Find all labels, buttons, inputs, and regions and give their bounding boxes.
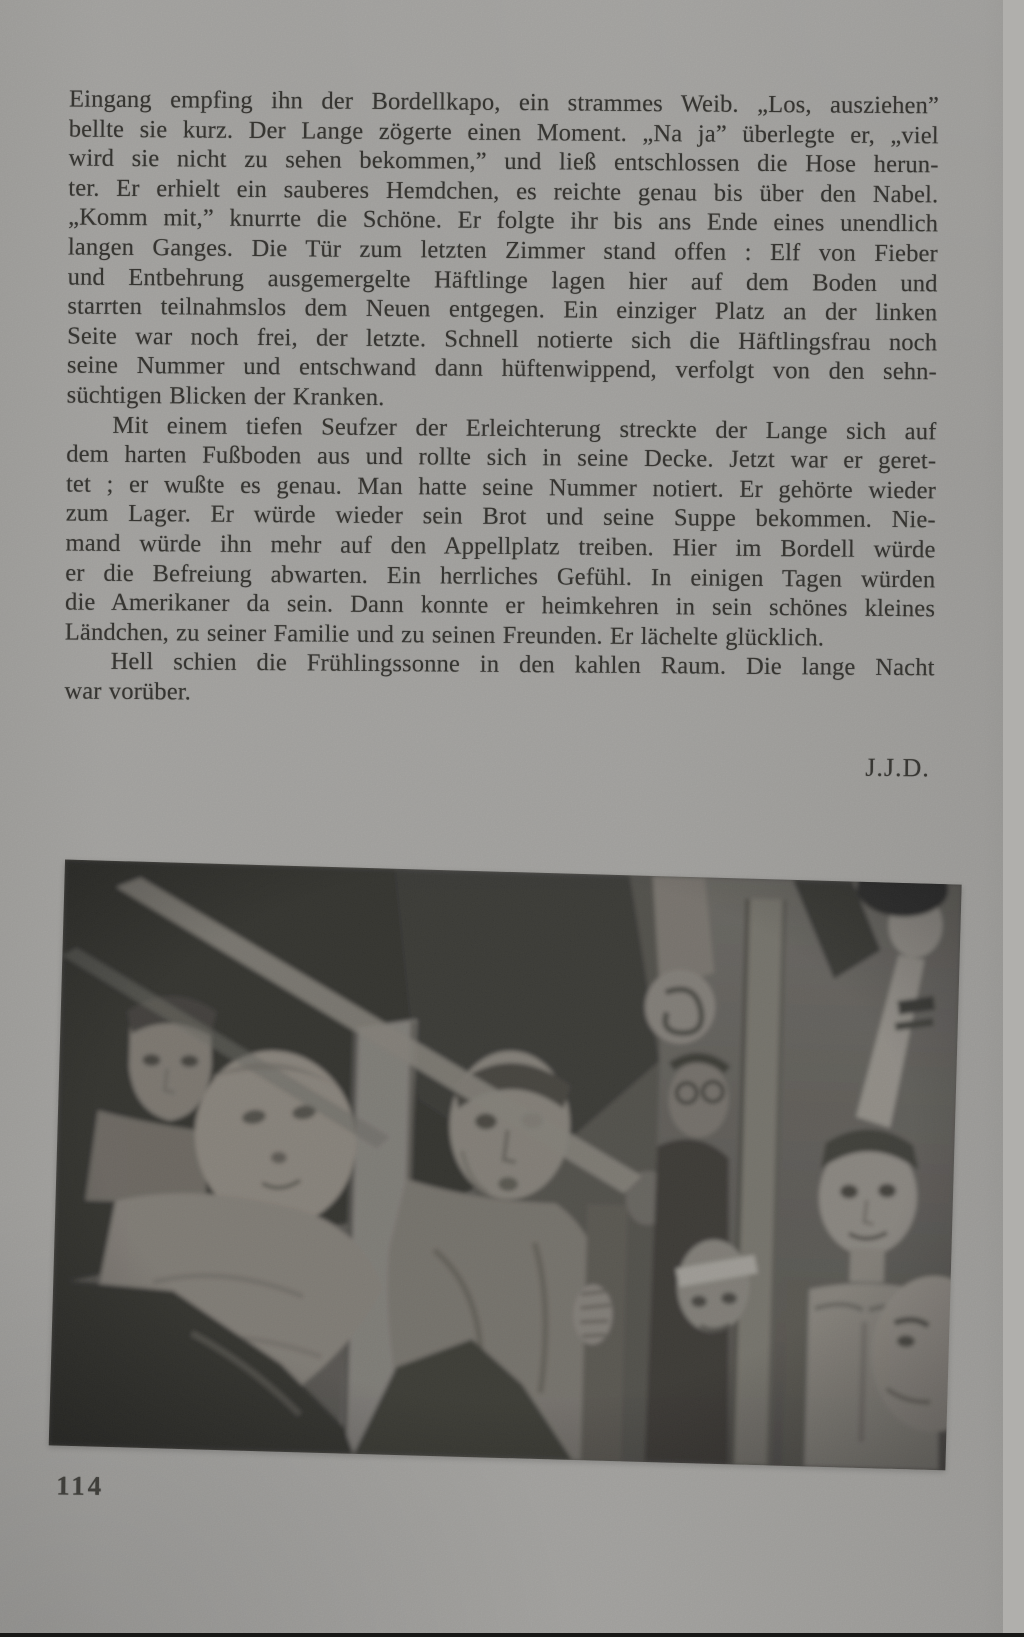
page-edge-shadow bbox=[1003, 0, 1024, 1633]
text-line: er die Befreiung abwarten. Ein herrliches Gefühl. In einigen Tagen würden bbox=[65, 558, 936, 593]
text-line: tet ; er wußte es genau. Man hatte seine Nummer notiert. Er gehörte wieder bbox=[65, 470, 937, 505]
prisoners-photograph bbox=[49, 860, 962, 1471]
text-line: zum Lager. Er würde wieder sein Brot und seine Suppe bekommen. Nie- bbox=[65, 499, 936, 534]
text-line: Seite war noch frei, der letzte. Schnell notierte sich die Häftlingsfrau noch bbox=[67, 322, 938, 357]
text-line: und Entbehrung ausgemergelte Häftlinge lagen hier auf dem Boden und bbox=[67, 263, 938, 297]
text-line: wird sie nicht zu sehen bekommen,” und ließ entschlossen die Hose herun- bbox=[68, 144, 939, 179]
text-line: Hell schien die Frühlingssonne in den kahlen Raum. Die lange Nacht bbox=[110, 648, 935, 682]
text-line: seine Nummer und entschwand dann hüftenwippend, verfolgt von den sehn- bbox=[66, 351, 938, 386]
text-line: die Amerikaner da sein. Dann konnte er heimkehren in sein schönes kleines bbox=[64, 588, 936, 623]
text-line: Mit einem tiefen Seufzer der Erleichterung streckte der Lange sich auf bbox=[112, 411, 937, 445]
body-text bbox=[64, 85, 939, 713]
text-line: bellte sie kurz. Der Lange zögerte einen Moment. „Na ja” überlegte er, „viel bbox=[68, 115, 939, 149]
text-line: mand würde ihn mehr auf den Appellplatz treiben. Hier im Bordell würde bbox=[65, 529, 936, 564]
text-line: „Komm mit,” knurrte die Schöne. Er folgte ihr bis ans Ende eines unendlich bbox=[68, 203, 939, 238]
text-line: ter. Er erhielt ein sauberes Hemdchen, es reichte genau bis über den Nabel. bbox=[68, 174, 939, 209]
text-line: Eingang empfing ihn der Bordellkapo, ein strammes Weib. „Los, ausziehen” bbox=[68, 85, 940, 120]
text-line: starrten teilnahmslos dem Neuen entgegen. Ein einziger Platz an der linken bbox=[67, 292, 938, 327]
text-line: dem harten Fußboden aus und rollte sich in seine Decke. Jetzt war er geret- bbox=[66, 440, 937, 475]
text-line: langen Ganges. Die Tür zum letzten Zimmer stand offen : Elf von Fieber bbox=[67, 233, 938, 268]
text-line: süchtigen Blicken der Kranken. bbox=[66, 381, 385, 411]
prisoners-photo-illustration bbox=[49, 860, 962, 1471]
text-line: war vorüber. bbox=[64, 677, 192, 706]
author-initials: J.J.D. bbox=[865, 752, 930, 783]
text-line: Ländchen, zu seiner Familie und zu seinen Freunden. Er lächelte glücklich. bbox=[64, 618, 825, 652]
page-number: 114 bbox=[56, 1470, 105, 1501]
